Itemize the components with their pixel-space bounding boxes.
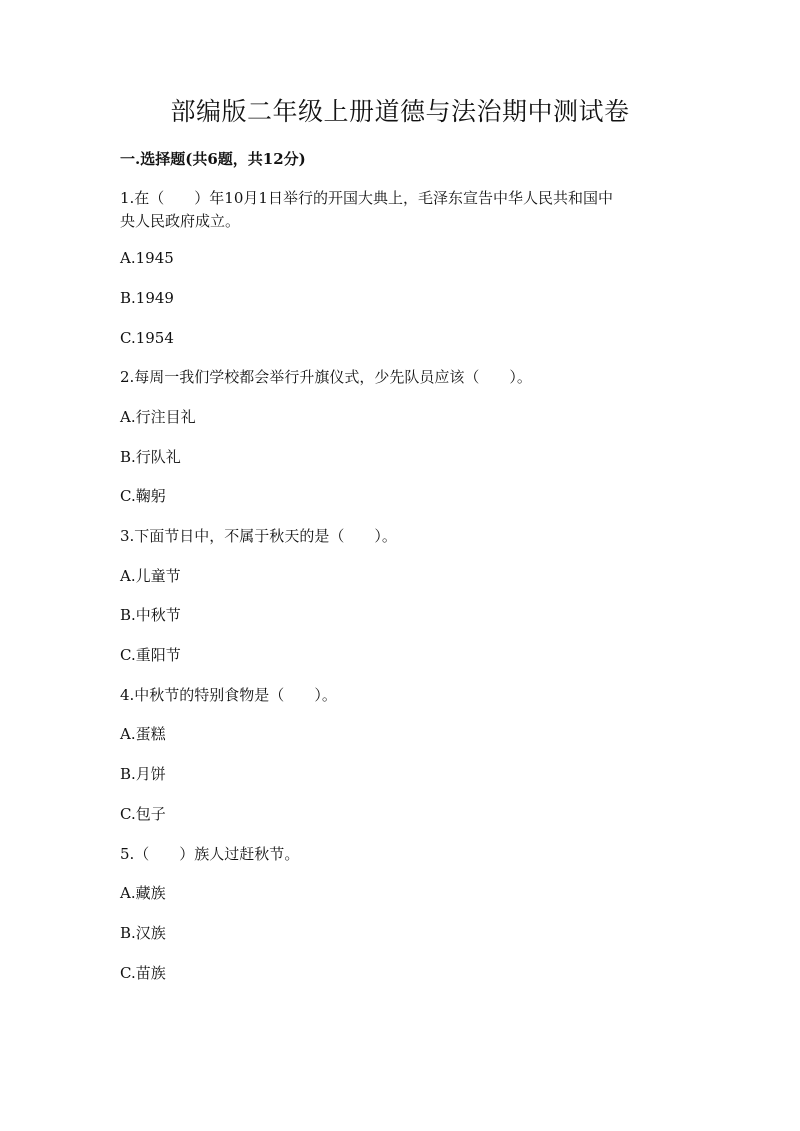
question-5-option-a: A.藏族 — [120, 884, 166, 902]
question-5-stem: 5.（ ）族人过赶秋节。 — [120, 845, 300, 863]
question-1-option-b: B.1949 — [120, 289, 174, 307]
question-3-option-c: C.重阳节 — [120, 646, 181, 664]
question-4-option-a: A.蛋糕 — [120, 725, 166, 743]
question-3-option-b: B.中秋节 — [120, 606, 181, 624]
question-4-option-c: C.包子 — [120, 805, 166, 823]
question-1-stem-line-1: 1.在（ ）年10月1日举行的开国大典上，毛泽东宣告中华人民共和国中 — [120, 189, 613, 207]
question-2-option-c: C.鞠躬 — [120, 487, 166, 505]
question-2-option-b: B.行队礼 — [120, 448, 181, 466]
question-3-stem: 3.下面节日中，不属于秋天的是（ ）。 — [120, 527, 397, 545]
question-4-stem: 4.中秋节的特别食物是（ ）。 — [120, 686, 337, 704]
question-1-option-c: C.1954 — [120, 329, 174, 347]
question-5-option-c: C.苗族 — [120, 964, 166, 982]
question-1-stem-line-2: 央人民政府成立。 — [120, 212, 241, 230]
page-title: 部编版二年级上册道德与法治期中测试卷 — [170, 97, 630, 126]
question-2-option-a: A.行注目礼 — [120, 408, 196, 426]
question-1-option-a: A.1945 — [120, 249, 174, 267]
question-3-option-a: A.儿童节 — [120, 567, 181, 585]
question-5-option-b: B.汉族 — [120, 924, 166, 942]
question-2-stem: 2.每周一我们学校都会举行升旗仪式，少先队员应该（ ）。 — [120, 368, 532, 386]
question-4-option-b: B.月饼 — [120, 765, 166, 783]
section-heading: 一.选择题(共6题，共12分) — [120, 150, 306, 168]
